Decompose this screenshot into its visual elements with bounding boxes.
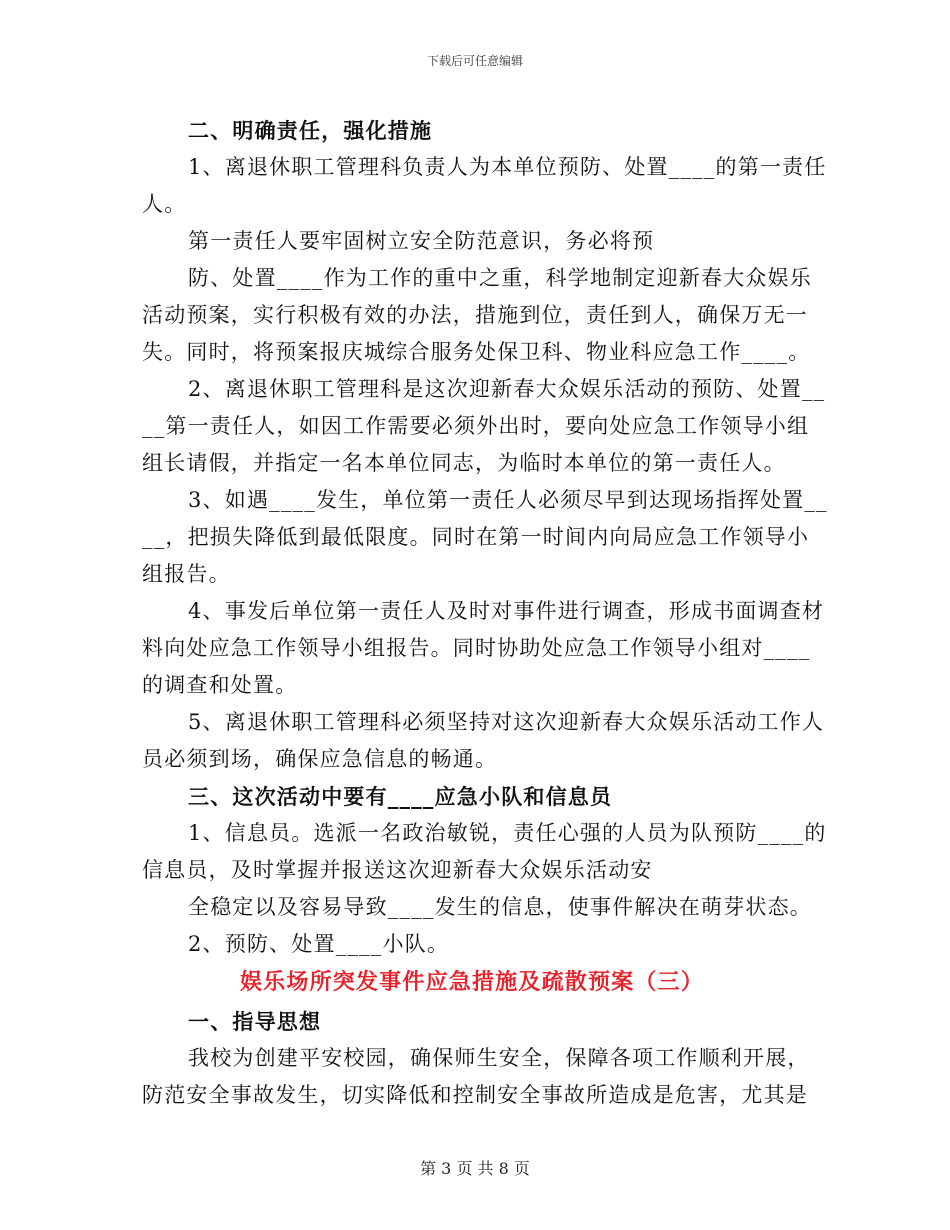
text-line: 防、处置____作为工作的重中之重，科学地制定迎新春大众娱乐: [188, 266, 812, 290]
text-line: 全稳定以及容易导致____发生的信息，使事件解决在萌芽状态。: [188, 895, 812, 919]
text-line: 4、事发后单位第一责任人及时对事件进行调查，形成书面调查材: [188, 599, 825, 623]
section-title: 娱乐场所突发事件应急措施及疏散预案（三）: [239, 969, 704, 995]
section-heading: 二、明确责任，强化措施: [188, 118, 433, 143]
text-line: 1、信息员。选派一名政治敏锐，责任心强的人员为队预防____的: [188, 821, 827, 845]
text-line: 5、离退休职工管理科必须坚持对这次迎新春大众娱乐活动工作人: [188, 710, 825, 734]
text-line: 组长请假，并指定一名本单位同志，为临时本单位的第一责任人。: [142, 451, 786, 475]
text-line: 员必须到场，确保应急信息的畅通。: [142, 747, 498, 771]
text-line: 活动预案，实行积极有效的办法，措施到位，责任到人，确保万无一: [142, 303, 808, 327]
text-line: 第一责任人要牢固树立安全防范意识，务必将预: [188, 229, 655, 253]
header-note: 下载后可任意编辑: [426, 54, 523, 68]
text-line: 失。同时，将预案报庆城综合服务处保卫科、物业科应急工作____。: [142, 340, 811, 364]
text-line: 2、预防、处置____小队。: [188, 932, 450, 956]
text-line: 人。: [142, 192, 187, 216]
section-heading: 一、指导思想: [188, 1009, 322, 1034]
text-line: __，把损失降低到最低限度。同时在第一时间内向局应急工作领导小: [142, 525, 810, 549]
section-heading: 三、这次活动中要有____应急小队和信息员: [188, 784, 613, 809]
paragraph-block-after: [142, 1003, 810, 1114]
text-line: 信息员，及时掌握并报送这次迎新春大众娱乐活动安: [142, 858, 653, 882]
text-line: 料向处应急工作领导小组报告。同时协助处应急工作领导小组对____: [142, 636, 811, 660]
text-line: 3、如遇____发生，单位第一责任人必须尽早到达现场指挥处置__: [188, 488, 828, 512]
text-line: 防范安全事故发生，切实降低和控制安全事故所造成是危害，尤其是: [142, 1083, 808, 1107]
text-line: 1、离退休职工管理科负责人为本单位预防、处置____的第一责任: [188, 155, 827, 179]
paragraph-block: [142, 112, 828, 963]
text-line: 2、离退休职工管理科是这次迎新春大众娱乐活动的预防、处置__: [188, 377, 826, 401]
page-footer: 第 3 页 共 8 页: [420, 1159, 530, 1178]
text-line: __第一责任人，如因工作需要必须外出时，要向处应急工作领导小组: [142, 414, 810, 438]
text-line: 我校为创建平安校园，确保师生安全，保障各项工作顺利开展，: [188, 1046, 810, 1070]
text-line: 的调查和处置。: [142, 673, 298, 697]
document-body: [142, 112, 828, 1114]
text-line: 组报告。: [142, 562, 231, 586]
